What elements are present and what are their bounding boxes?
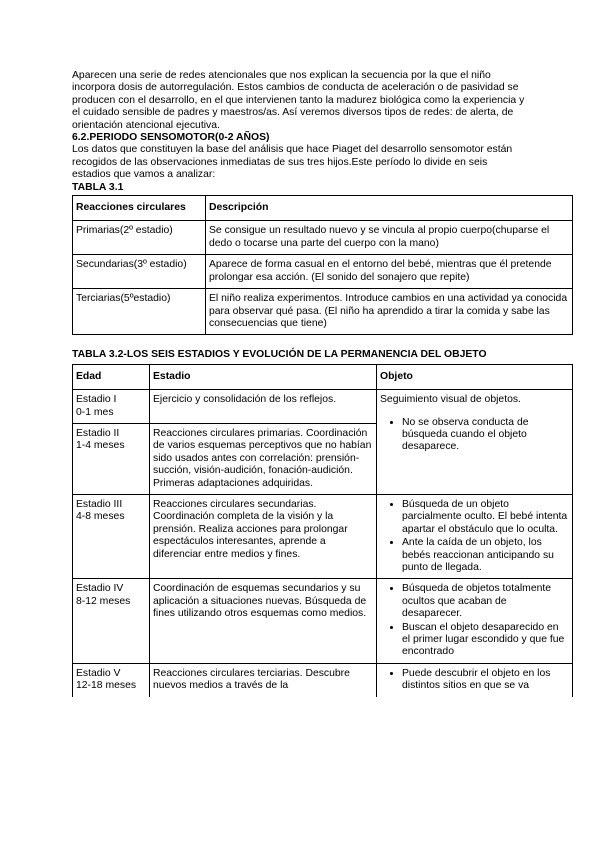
table1-cell-tipo: Primarias(2º estadio): [73, 221, 206, 255]
table2-cell-estadio: Coordinación de esquemas secundarios y su aplicación a situaciones nuevas. Búsqueda de fines utilizando otros esquemas como medios.: [150, 579, 377, 663]
table1-cell-tipo: Secundarias(3º estadio): [73, 255, 206, 289]
table2-cell-edad: [73, 390, 150, 424]
table2-cell-objeto: [377, 494, 573, 578]
table2-header-cell: Estadio: [150, 364, 377, 389]
table-row: [73, 390, 573, 424]
table1-header-cell: Descripción: [206, 196, 573, 221]
table1-cell-tipo: Terciarias(5ºestadio): [73, 289, 206, 335]
document-page: [72, 70, 568, 697]
table2-cell-estadio: Reacciones circulares secundarias. Coordinación completa de la visión y la prensión. Realiza acciones para prolongar espectáculos interesantes, aprende a diferenciar entre medios y fines.: [150, 494, 377, 578]
table2-cell-estadio: Ejercicio y consolidación de los reflejos.: [150, 390, 377, 424]
objeto-text: Seguimiento visual de objetos.: [380, 394, 521, 406]
table2-cell-edad: [73, 663, 150, 696]
edad-range: 8-12 meses: [76, 595, 131, 607]
table2-title: TABLA 3.2-LOS SEIS ESTADIOS Y EVOLUCIÓN DE LA PERMANENCIA DEL OBJETO: [72, 349, 487, 361]
objeto-bullet: • Ante la caída de un objeto, los bebés reaccionan anticipando su punto de llegada.: [402, 537, 569, 574]
intro-paragraph: Aparecen una serie de redes atencionales que nos explican la secuencia por la que el niño incorpora dosis de autorregulación. Estos cambios de conducta de aceleración o de pasividad se producen con el desarrollo, en el que intervienen tanto la madurez biológica como la experiencia y el cuidado sensible de padres y maestros/as. Así veremos diversos tipos de redes: de alerta, de orientación atencional ejecutiva.: [72, 70, 525, 131]
section-heading: 6.2.PERIODO SENSOMOTOR(0-2 AÑOS): [72, 132, 270, 144]
table2-header-row: [73, 364, 573, 389]
objeto-bullet: • Buscan el objeto desaparecido en el primer lugar escondido y que fue encontrado: [402, 622, 569, 659]
table2-cell-edad: [73, 494, 150, 578]
objeto-bullet: • Búsqueda de un objeto parcialmente oculto. El bebé intenta apartar el obstáculo que lo oculta.: [402, 499, 569, 536]
section-paragraph: Los datos que constituyen la base del análisis que hace Piaget del desarrollo sensomotor están recogidos de las observaciones inmediatas de sus tres hijos.Este período lo divide en seis estadios que vamos a analizar:: [72, 144, 513, 181]
table2-cell-objeto: [377, 390, 573, 495]
table2-cell-estadio: Reacciones circulares primarias. Coordinación de varios esquemas perceptivos que no habían sido usados antes con correlación: prensión-succión, visión-audición, fonación-audición. Primeras adaptaciones adquiridas.: [150, 423, 377, 494]
table2-header-cell: Edad: [73, 364, 150, 389]
table-row: [73, 494, 573, 578]
table1-cell-descripcion: Aparece de forma casual en el entorno del bebé, mientras que él pretende prolongar esa acción. (El sonido del sonajero que repite): [206, 255, 573, 289]
table2-cell-edad: [73, 579, 150, 663]
table-row: [73, 579, 573, 663]
table2-cell-objeto: [377, 579, 573, 663]
edad-stage: Estadio V: [76, 667, 121, 679]
objeto-bullet: • No se observa conducta de búsqueda cuando el objeto desaparece.: [402, 417, 569, 454]
table2-cell-objeto: [377, 663, 573, 696]
edad-stage: Estadio II: [76, 427, 120, 439]
edad-range: 0-1 mes: [76, 406, 114, 418]
table-row: [73, 255, 573, 289]
edad-range: 1-4 meses: [76, 440, 125, 452]
table1-cell-descripcion: El niño realiza experimentos. Introduce cambios en una actividad ya conocida para observar qué pasa. (El niño ha aprendido a tirar la comida y sabe las consecuencias que tiene): [206, 289, 573, 335]
table2-cell-estadio: Reacciones circulares terciarias. Descubre nuevos medios a través de la: [150, 663, 377, 696]
table1: [72, 195, 573, 335]
table-row: [73, 289, 573, 335]
table1-title: TABLA 3.1: [72, 181, 124, 193]
objeto-bullet: • Puede descubrir el objeto en los distintos sitios en que se va: [402, 668, 569, 693]
edad-stage: Estadio IV: [76, 583, 124, 595]
table2-cell-edad: [73, 423, 150, 494]
table1-header-row: [73, 196, 573, 221]
table2: [72, 364, 573, 697]
edad-range: 12-18 meses: [76, 680, 137, 692]
table-row: [73, 663, 573, 696]
table2-header-cell: Objeto: [377, 364, 573, 389]
table1-header-cell: Reacciones circulares: [73, 196, 206, 221]
table-row: [73, 221, 573, 255]
edad-range: 4-8 meses: [76, 511, 125, 523]
objeto-bullet: • Búsqueda de objetos totalmente ocultos que acaban de desaparecer.: [402, 583, 569, 620]
edad-stage: Estadio I: [76, 394, 117, 406]
edad-stage: Estadio III: [76, 498, 123, 510]
table1-cell-descripcion: Se consigue un resultado nuevo y se vincula al propio cuerpo(chuparse el dedo o tocarse una parte del cuerpo con la mano): [206, 221, 573, 255]
